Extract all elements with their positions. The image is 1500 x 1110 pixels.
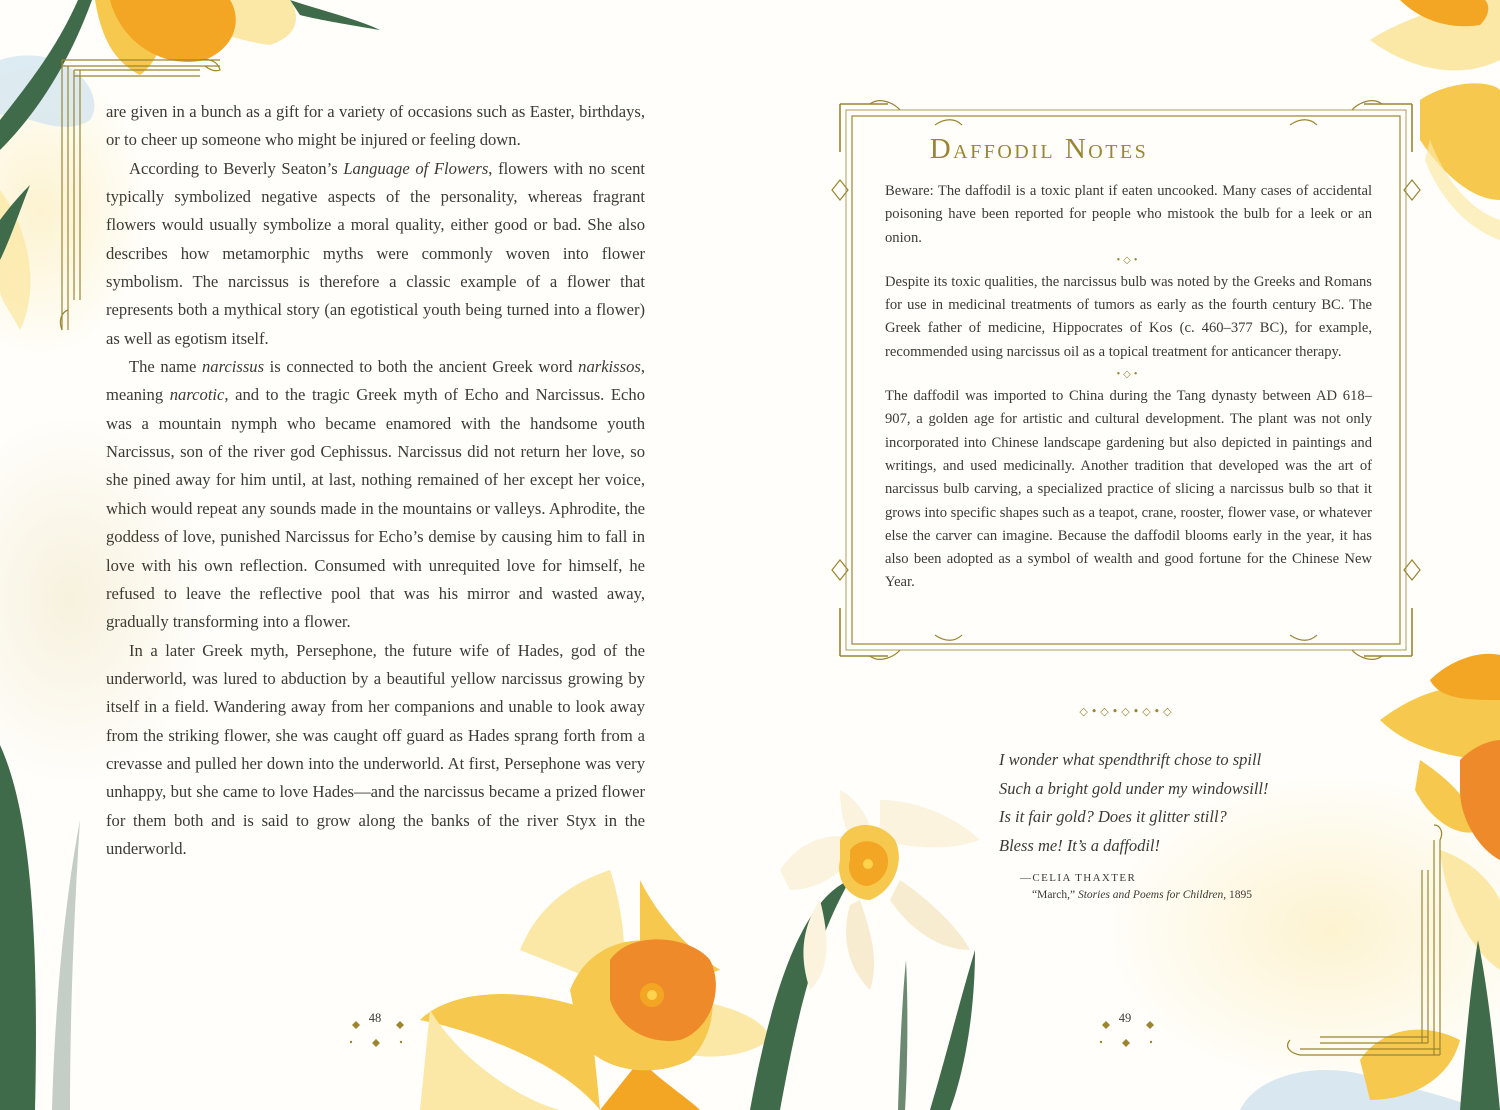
page-number-right: 49 [1118,1011,1132,1025]
notes-body [885,180,1372,595]
text-run: is connected to both the ancient Greek word [264,357,579,377]
paragraph [106,637,645,864]
notes-divider: •◇• [1116,369,1141,381]
poem-line: Is it fair gold? Does it glitter still? [999,807,1227,826]
italic-term: Language of Flowers [343,158,489,178]
italic-term: narcissus [201,357,265,377]
poem-line: I wonder what spendthrift chose to spill [999,750,1262,769]
poem-ornament: ◇•◇•◇•◇•◇ [1079,705,1175,718]
poem-line: Such a bright gold under my windowsill! [999,778,1269,798]
note-paragraph: The daffodil was imported to China during the Tang dynasty between AD 618–907, a golden age for artistic and cultural development. The plant was not only incorporated into Chinese landscape gardening but also depicted in paintings and writings, and used medicinally. Another tradition that developed was the art of narcissus bulb carving, a specialized practice of slicing a narcissus bulb so that it grows into specific shapes such as a teapot, crane, rooster, flower vase, or whatever else the carver can imagine. Because the daffodil blooms early in the year, it has also been adopted as a symbol of wealth and good fortune for the Chinese New Year. [885,388,1372,591]
italic-term: narcotic [169,385,225,405]
note-paragraph: Beware: The daffodil is a toxic plant if eaten uncooked. Many cases of accidental poisoning have been reported for people who mistook the bulb for a leek or an onion. [885,183,1372,246]
note-paragraph: Despite its toxic qualities, the narcissus bulb was noted by the Greeks and Romans for use in medicinal treatments of tumors as early as the fourth century BC. The Greek father of medicine, Hippocrates of Kos (c. 460–377 BC), for example, recommended using narcissus oil as a topical treatment for anticancer therapy. [885,273,1372,360]
text-run: , flowers with no scent typically symbolized negative aspects of the personality, whereas fragrant flowers would usually symbolize a moral quality, either good or bad. She also describes how metamorphic myths were commonly woven into flower symbolism. The narcissus is therefore a classic example of a flower that represents both a mythical story (an egotistical youth being turned into a flower) as well as egotism itself. [106,158,646,348]
attribution-author: —CELIA THAXTER [1020,872,1137,884]
poem-attribution [1020,870,1320,904]
right-page [750,0,1500,1110]
paragraph [106,155,645,353]
attribution-source [1020,886,1320,904]
text-run: , meaning [106,357,645,405]
text-run: According to Beverly Seaton’s [129,158,344,178]
paragraph [106,98,645,155]
text-run: are given in a bunch as a gift for a variety of occasions such as Easter, birthdays, or to cheer up someone who might be injured or feeling down. [106,102,645,150]
italic-term: narkissos [578,357,641,377]
poem-line: Bless me! It’s a daffodil! [999,835,1161,855]
text-run: In a later Greek myth, Persephone, the future wife of Hades, god of the underworld, was lured to abduction by a beautiful yellow narcissus growing by itself in a field. Wandering away from her companions and unable to look away from the striking flower, she was caught off guard as Hades sprang forth from a crevasse and pulled her down into the underworld. At first, Persephone was very unhappy, but she came to love Hades—and the narcissus became a prized flower for them both and is said to grow along the banks of the river Styx in the underworld. [106,640,645,858]
notes-title: Daffodil Notes [929,133,1149,165]
page-number-left: 48 [368,1011,382,1025]
text-run: , and to the tragic Greek myth of Echo and Narcissus. Echo was a mountain nymph who became enamored with the handsome youth Narcissus, son of the river god Cephissus. Narcissus did not return her love, so she pined away for him until, at last, nothing remained of her except her voice, which would repeat any sounds made in the mountains or valleys. Aphrodite, the goddess of love, punished Narcissus for Echo’s demise by causing him to fall in love with his own reflection. Consumed with unrequited love for himself, he refused to leave the reflective pool that was his mirror and wasted away, gradually transforming into a flower. [106,385,645,632]
text-run: The name [129,357,202,377]
attribution-title: “March,” [1032,889,1078,901]
attribution-book: Stories and Poems for Children, [1077,889,1227,901]
paragraph [106,353,645,636]
attribution-year: 1895 [1226,889,1252,901]
left-page-body [106,98,645,863]
notes-divider: •◇• [1116,254,1141,266]
poem [999,746,1319,860]
